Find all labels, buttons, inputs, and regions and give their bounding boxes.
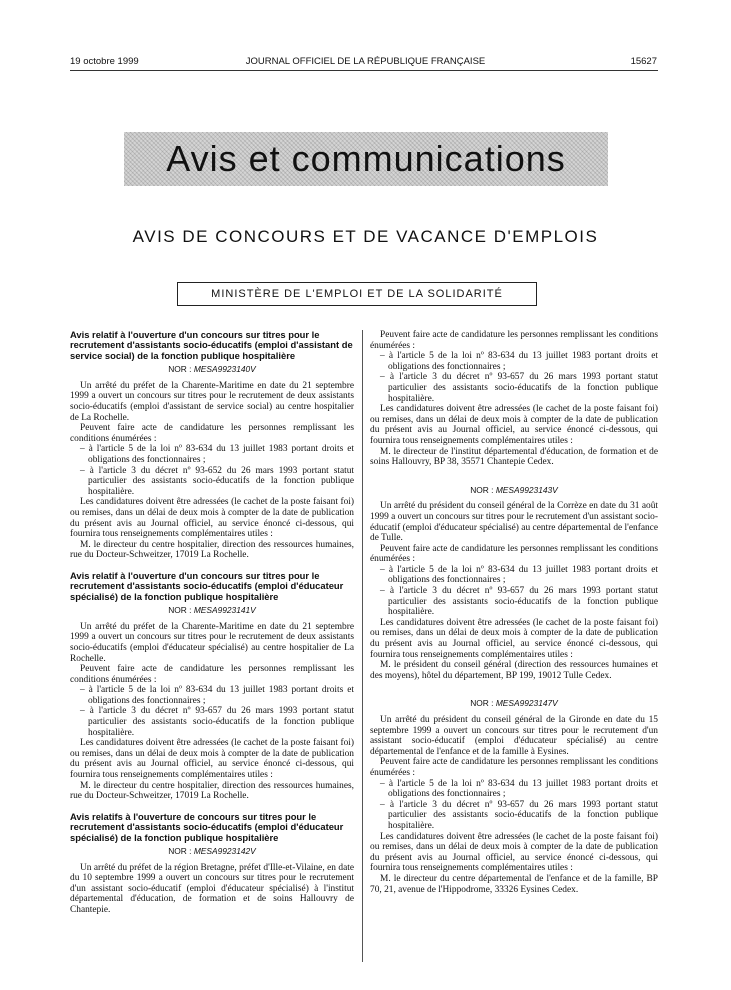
paragraph: Un arrêté du président du conseil général de la Gironde en date du 15 septembre 1999 a ouvert un concours sur titres pour le recrutement d'un assistant socio-éducatif (emploi d'éducateur spécialisé) au centre départemental de l'enfance et de la famille à Eysines. bbox=[370, 715, 658, 757]
paragraph: Un arrêté du président du conseil général de la Corrèze en date du 31 août 1999 a ouvert un concours sur titres pour le recrutement d'un assistant socio-éducatif (emploi d'éducateur spécialisé) au centre départemental de l'enfance de Tulle. bbox=[370, 501, 658, 544]
paragraph: Peuvent faire acte de candidature les personnes remplissant les conditions énumérées : bbox=[370, 757, 658, 778]
list-item: – à l'article 5 de la loi nº 83-634 du 13 juillet 1983 portant droits et obligations des fonctionnaires ; bbox=[80, 685, 354, 706]
paragraph: Les candidatures doivent être adressées (le cachet de la poste faisant foi) ou remises, dans un délai de deux mois à compter de la date de publication du présent avis au Journal officiel, au service énoncé ci-dessous, qui fournira tous renseignements complémentaires utiles : bbox=[70, 497, 354, 540]
notice-1 bbox=[70, 330, 354, 561]
paragraph: Peuvent faire acte de candidature les personnes remplissant les conditions énumérées : bbox=[370, 330, 658, 351]
paragraph: Un arrêté du préfet de la Charente-Maritime en date du 21 septembre 1999 a ouvert un concours sur titres pour le recrutement de deux assistants socio-éducatifs (emploi d'assistant de service social) au centre hospitalier de La Rochelle. bbox=[70, 380, 354, 423]
list-item: – à l'article 3 du décret nº 93-657 du 26 mars 1993 portant statut particulier des assistants socio-éducatifs de la fonction publique hospitalière. bbox=[80, 706, 354, 738]
banner-title: Avis et communications bbox=[166, 138, 566, 179]
paragraph: M. le directeur de l'institut départemental d'éducation, de formation et de soins Hallouvry, BP 38, 35571 Chantepie Cedex. bbox=[370, 446, 658, 468]
conditions-list bbox=[70, 444, 354, 497]
paragraph: Les candidatures doivent être adressées (le cachet de la poste faisant foi) ou remises, dans un délai de deux mois à compter de la date de publication du présent avis au Journal officiel, au service énoncé ci-dessous, qui fournira tous renseignements complémentaires utiles : bbox=[370, 404, 658, 446]
nor-reference: NOR : MESA9923143V bbox=[470, 484, 558, 495]
paragraph: Les candidatures doivent être adressées (le cachet de la poste faisant foi) ou remises, dans un délai de deux mois à compter de la date de publication du présent avis au Journal officiel, au service énoncé ci-dessous, qui fournira tous renseignements complémentaires utiles : bbox=[370, 831, 658, 874]
banner bbox=[124, 132, 608, 186]
nor-code: MESA9923143V bbox=[495, 484, 558, 495]
nor-reference: NOR : MESA9923140V bbox=[168, 364, 256, 375]
list-item: – à l'article 3 du décret nº 93-657 du 26 mars 1993 portant statut particulier des assistants socio-éducatifs de la fonction publique hospitalière. bbox=[380, 799, 658, 831]
paragraph: Peuvent faire acte de candidature les personnes remplissant les conditions énumérées : bbox=[70, 423, 354, 444]
nor-reference: NOR : MESA9923147V bbox=[470, 698, 558, 709]
notice-4 bbox=[370, 485, 658, 682]
column-divider bbox=[362, 330, 363, 962]
notice-5 bbox=[370, 698, 658, 895]
running-header bbox=[0, 56, 731, 70]
nor-reference: NOR : MESA9923141V bbox=[168, 605, 256, 616]
notice-3 bbox=[70, 812, 354, 916]
left-column bbox=[70, 330, 354, 916]
nor-code: MESA9923141V bbox=[193, 605, 256, 616]
notice-3-continued bbox=[370, 330, 658, 468]
nor-reference: NOR : MESA9923142V bbox=[168, 846, 256, 857]
conditions-list bbox=[370, 565, 658, 618]
paragraph: Un arrêté du préfet de la Charente-Maritime en date du 21 septembre 1999 a ouvert un concours sur titres pour le recrutement de deux assistants socio-éducatifs (emploi d'éducateur spécialisé) au centre hospitalier de La Rochelle. bbox=[70, 621, 354, 664]
conditions-list bbox=[70, 685, 354, 738]
list-item: – à l'article 5 de la loi nº 83-634 du 13 juillet 1983 portant droits et obligations des fonctionnaires ; bbox=[380, 778, 658, 800]
paragraph: Les candidatures doivent être adressées (le cachet de la poste faisant foi) ou remises, dans un délai de deux mois à compter de la date de publication du présent avis au Journal officiel, au service énoncé ci-dessous, qui fournira tous renseignements complémentaires utiles : bbox=[70, 738, 354, 781]
list-item: – à l'article 3 du décret nº 93-652 du 26 mars 1993 portant statut particulier des assistants socio-éducatifs de la fonction publique hospitalière. bbox=[80, 465, 354, 497]
conditions-list bbox=[370, 351, 658, 404]
notice-title: Avis relatif à l'ouverture d'un concours sur titres pour le recrutement d'assistants socio-éducatifs (emploi d'éducateur spécialisé) de la fonction publique hospitalière bbox=[70, 569, 344, 602]
list-item: – à l'article 5 de la loi nº 83-634 du 13 juillet 1983 portant droits et obligations des fonctionnaires ; bbox=[380, 564, 658, 586]
paragraph: M. le directeur du centre hospitalier, direction des ressources humaines, rue du Docteur-Schweitzer, 17019 La Rochelle. bbox=[70, 539, 354, 561]
paragraph: M. le directeur du centre départemental de l'enfance et de la famille, BP 70, 21, avenue de l'Hippodrome, 33326 Eysines Cedex. bbox=[370, 873, 658, 895]
nor-code: MESA9923140V bbox=[193, 364, 256, 375]
issue-date: 19 octobre 1999 bbox=[70, 56, 139, 67]
header-rule bbox=[70, 70, 658, 71]
right-column bbox=[370, 330, 658, 895]
nor-code: MESA9923147V bbox=[495, 698, 558, 709]
paragraph: Les candidatures doivent être adressées (le cachet de la poste faisant foi) ou remises, dans un délai de deux mois à compter de la date de publication du présent avis au Journal officiel, au service énoncé ci-dessous, qui fournira tous renseignements complémentaires utiles : bbox=[370, 617, 658, 660]
list-item: – à l'article 5 de la loi nº 83-634 du 13 juillet 1983 portant droits et obligations des fonctionnaires ; bbox=[380, 351, 658, 372]
conditions-list bbox=[370, 779, 658, 832]
page-number: 15627 bbox=[630, 56, 657, 67]
section-title: AVIS DE CONCOURS ET DE VACANCE D'EMPLOIS bbox=[132, 227, 599, 246]
list-item: – à l'article 3 du décret nº 93-657 du 26 mars 1993 portant statut particulier des assistants socio-éducatifs de la fonction publique hospitalière. bbox=[380, 372, 658, 404]
nor-code: MESA9923142V bbox=[193, 846, 256, 857]
paragraph: M. le président du conseil général (direction des ressources humaines et des moyens), hôtel du département, BP 199, 19012 Tulle Cedex. bbox=[370, 660, 658, 681]
paragraph: Peuvent faire acte de candidature les personnes remplissant les conditions énumérées : bbox=[70, 664, 354, 685]
notice-2 bbox=[70, 571, 354, 802]
paragraph: Peuvent faire acte de candidature les personnes remplissant les conditions énumérées : bbox=[370, 543, 658, 565]
paragraph: Un arrêté du préfet de la région Bretagne, préfet d'Ille-et-Vilaine, en date du 10 septembre 1999 a ouvert un concours sur titres pour le recrutement d'un assistant socio-éducatif (emploi d'éducateur spécialisé) à l'institut départemental d'éducation, de formation et de soins Hallouvry de Chantepie. bbox=[70, 862, 354, 915]
ministry-box: MINISTÈRE DE L'EMPLOI ET DE LA SOLIDARITÉ bbox=[177, 282, 537, 306]
list-item: – à l'article 5 de la loi nº 83-634 du 13 juillet 1983 portant droits et obligations des fonctionnaires ; bbox=[80, 444, 354, 465]
notice-title: Avis relatif à l'ouverture d'un concours sur titres pour le recrutement d'assistants socio-éducatifs (emploi d'assistant de service social) de la fonction publique hospitalière bbox=[70, 329, 353, 361]
notice-title: Avis relatifs à l'ouverture de concours sur titres pour le recrutement d'assistants socio-éducatifs (emploi d'éducateur spécialisé) de la fonction publique hospitalière bbox=[70, 810, 344, 843]
list-item: – à l'article 3 du décret nº 93-657 du 26 mars 1993 portant statut particulier des assistants socio-éducatifs de la fonction publique hospitalière. bbox=[380, 586, 658, 618]
paragraph: M. le directeur du centre hospitalier, direction des ressources humaines, rue du Docteur-Schweitzer, 17019 La Rochelle. bbox=[70, 780, 354, 802]
journal-name: JOURNAL OFFICIEL DE LA RÉPUBLIQUE FRANÇAISE bbox=[245, 56, 486, 67]
